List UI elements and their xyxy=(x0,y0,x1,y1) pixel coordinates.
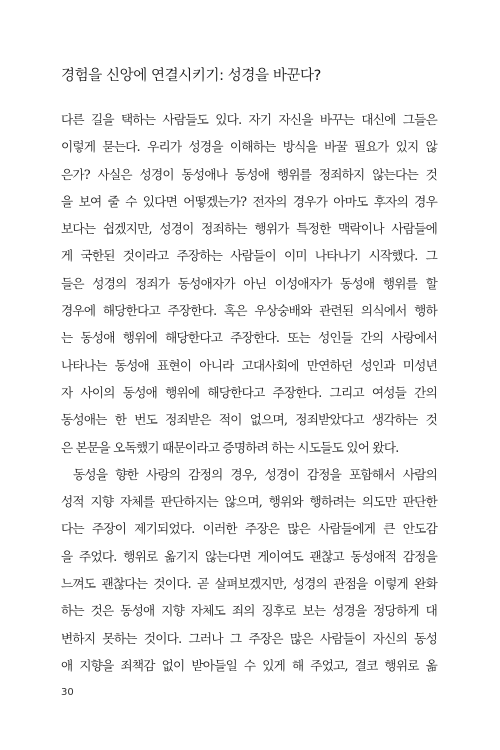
text-line: 하는 것은 동성애 지향 자체도 죄의 징후로 보는 성경을 정당하게 대 xyxy=(61,603,437,619)
text-line: 은가? 사실은 성경이 동성애나 동성애 행위를 정죄하지 않는다는 것 xyxy=(61,166,437,182)
text-line: 경우에 해당한다고 주장한다. 혹은 우상숭배와 관련된 의식에서 행하 xyxy=(61,303,437,319)
text-line: 느껴도 괜찮다는 것이다. 곧 살펴보겠지만, 성경의 관점을 이렇게 완화 xyxy=(61,576,437,592)
page-number: 30 xyxy=(61,687,74,698)
text-line: 나타나는 동성애 표현이 아니라 고대사회에 만연하던 성인과 미성년 xyxy=(61,357,437,373)
text-line: 성적 지향 자체를 판단하지는 않으며, 행위와 행하려는 의도만 판단한 xyxy=(61,494,437,510)
text-line: 다는 주장이 제기되었다. 이러한 주장은 많은 사람들에게 큰 안도감 xyxy=(61,521,437,537)
text-line: 다른 길을 택하는 사람들도 있다. 자기 자신을 바꾸는 대신에 그들은 xyxy=(61,112,437,127)
text-line: 동성애는 한 번도 정죄받은 적이 없으며, 정죄받았다고 생각하는 것 xyxy=(61,412,437,428)
body-text xyxy=(61,106,437,679)
text-line: 이렇게 묻는다. 우리가 성경을 이해하는 방식을 바꿀 필요가 있지 않 xyxy=(61,139,437,155)
text-line: 애 지향을 죄책감 없이 받아들일 수 있게 해 주었고, 결코 행위로 옮 xyxy=(61,657,437,673)
section-heading: 경험을 신앙에 연결시키기: 성경을 바꾼다? xyxy=(61,68,321,84)
text-line: 동성을 향한 사랑의 감정의 경우, 성경이 감정을 포함해서 사람의 xyxy=(73,466,437,482)
text-line: 변하지 못하는 것이다. 그러나 그 주장은 많은 사람들이 자신의 동성 xyxy=(61,630,437,646)
text-line: 을 보여 줄 수 있다면 어떻겠는가? 전자의 경우가 아마도 후자의 경우 xyxy=(61,193,437,209)
text-line: 을 주었다. 행위로 옮기지 않는다면 게이여도 괜찮고 동성애적 감정을 xyxy=(61,548,437,564)
text-line: 은 본문을 오독했기 때문이라고 증명하려 하는 시도들도 있어 왔다. xyxy=(61,439,399,455)
text-line: 자 사이의 동성애 행위에 해당한다고 주장한다. 그리고 여성들 간의 xyxy=(61,384,437,400)
text-line: 보다는 쉽겠지만, 성경이 정죄하는 행위가 특정한 맥락이나 사람들에 xyxy=(61,221,437,237)
text-line: 게 국한된 것이라고 주장하는 사람들이 이미 나타나기 시작했다. 그 xyxy=(61,248,437,264)
text-line: 는 동성애 행위에 해당한다고 주장한다. 또는 성인들 간의 사랑에서 xyxy=(61,330,437,346)
text-line: 들은 성경의 정죄가 동성애자가 아닌 이성애자가 동성애 행위를 할 xyxy=(61,275,437,291)
